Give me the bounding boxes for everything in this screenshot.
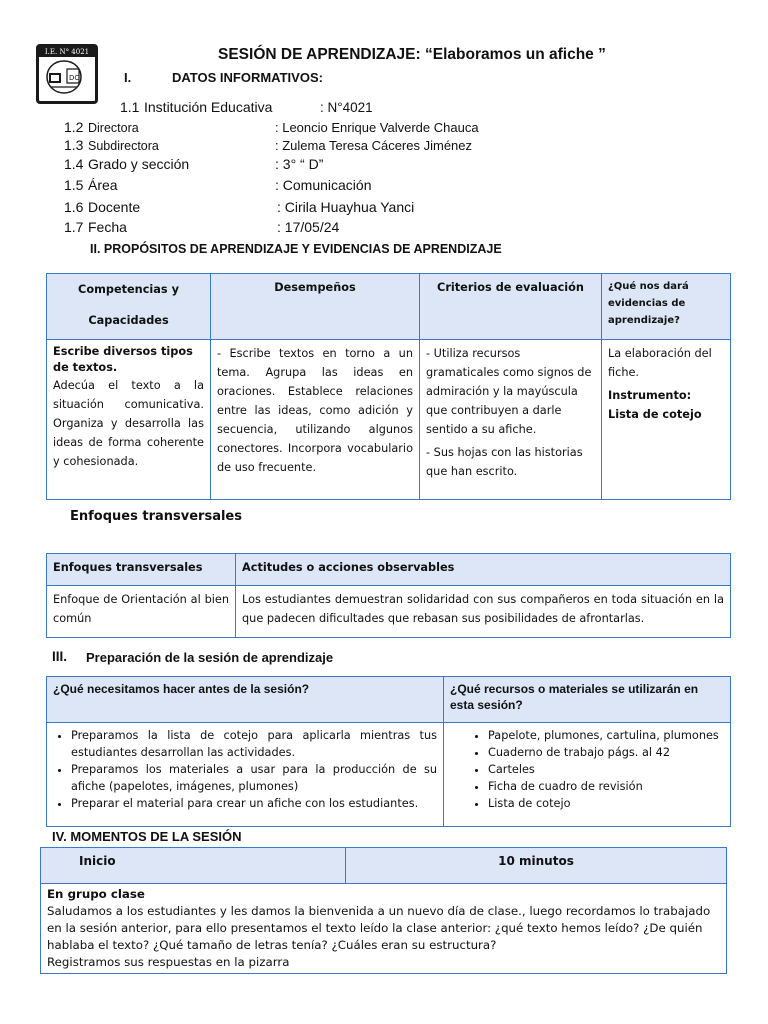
list-item: • Papelote, plumones, cartulina, plumones: [488, 727, 724, 744]
info-num: 1.7: [64, 219, 84, 235]
list-item: • Cuaderno de trabajo págs. al 42: [488, 744, 724, 761]
info-label: Subdirectora: [88, 139, 159, 153]
header-text: Competencias y: [78, 283, 179, 296]
section-2-heading: II. PROPÓSITOS DE APRENDIZAJE Y EVIDENCIAS DE APRENDIZAJE: [90, 242, 502, 256]
col-header-criterios: Criterios de evaluación: [420, 274, 602, 340]
info-value: : Comunicación: [275, 177, 372, 193]
info-label: Área: [88, 177, 118, 193]
col-header-evidencias: ¿Qué nos dará evidencias de aprendizaje?: [602, 274, 731, 340]
col-header-desempenos: Desempeños: [211, 274, 420, 340]
enfoque-cell: Enfoque de Orientación al bien común: [47, 586, 236, 638]
instrumento-label: Instrumento:: [608, 389, 692, 402]
competencia-title: Escribe diversos tipos de textos.: [53, 345, 193, 374]
info-num: 1.5: [64, 177, 84, 193]
section-1-heading: DATOS INFORMATIVOS:: [172, 70, 323, 85]
enfoques-heading: Enfoques transversales: [70, 509, 242, 524]
info-value: : 3° “ D”: [275, 156, 324, 172]
moment-registro: Registramos sus respuestas en la pizarra: [47, 955, 290, 969]
info-label: Docente: [88, 199, 141, 215]
info-label: Fecha: [88, 219, 127, 235]
purposes-table: [46, 273, 731, 500]
info-value: : N°4021: [320, 100, 373, 115]
col-header-actitudes: Actitudes o acciones observables: [236, 554, 731, 586]
evidencia-text: La elaboración del fiche.: [608, 347, 712, 379]
criterios-cell: [420, 340, 602, 500]
moment-inicio: Inicio: [41, 848, 346, 884]
actitud-cell: Los estudiantes demuestran solidaridad con sus compañeros en toda situación en la que padecen dificultades que rebasan sus posibilidades de afrontarlas.: [236, 586, 731, 638]
recursos-cell: [444, 723, 731, 827]
info-num: 1.6: [64, 199, 84, 215]
instrumento-value: Lista de cotejo: [608, 408, 702, 421]
competencia-body: Adecúa el texto a la situación comunicativa. Organiza y desarrolla las ideas de forma coherente y cohesionada.: [53, 379, 204, 468]
info-num: 1.3: [64, 137, 84, 153]
moment-time: 10 minutos: [346, 848, 727, 884]
info-label: Grado y sección: [88, 156, 190, 172]
evidencia-cell: [602, 340, 731, 500]
list-item: • Ficha de cuadro de revisión: [488, 778, 724, 795]
info-label: Institución Educativa: [144, 99, 273, 115]
info-label: Directora: [88, 121, 139, 135]
desempeno-cell: - Escribe textos en torno a un tema. Agrupa las ideas en oraciones. Establece relaciones entre las ideas, como adición y secuencia, utilizando algunos conectores. Incorpora vocabulario de uso frecuente.: [211, 340, 420, 500]
section-3-number: III.: [52, 649, 68, 664]
moment-text: Saludamos a los estudiantes y les damos la bienvenida a un nuevo día de clase., luego recordamos lo trabajado en la sesión anterior, para ello presentamos el texto leído la clase anterior: ¿qué texto hemos leído? ¿De quién hablaba el texto? ¿Qué tamaño de letras tenía? ¿Cuáles eran su estructura?: [47, 904, 711, 952]
preparation-table: [46, 676, 731, 827]
info-num: 1.2: [64, 119, 84, 135]
page-title: SESIÓN DE APRENDIZAJE: “Elaboramos un afiche ”: [218, 46, 606, 63]
info-num: 1.4: [64, 156, 84, 172]
list-item: • Carteles: [488, 761, 724, 778]
col-header-recursos: ¿Qué recursos o materiales se utilizarán en esta sesión?: [444, 677, 731, 723]
moments-table: [40, 847, 727, 974]
col-header-antes: ¿Qué necesitamos hacer antes de la sesión?: [47, 677, 444, 723]
info-list: [0, 0, 768, 240]
col-header-enfoques: Enfoques transversales: [47, 554, 236, 586]
antes-list: [53, 727, 437, 812]
enfoques-table: [46, 553, 731, 638]
recursos-list: [470, 727, 724, 812]
info-num: 1.1: [120, 99, 140, 115]
list-item: • Preparar el material para crear un afiche con los estudiantes.: [71, 795, 437, 812]
moment-content: [41, 884, 727, 974]
criterio-2: - Sus hojas con las historias que han escrito.: [426, 446, 583, 478]
info-value: : Cirila Huayhua Yanci: [277, 199, 415, 215]
antes-cell: [47, 723, 444, 827]
svg-text:DC: DC: [69, 74, 80, 82]
section-1-number: I.: [124, 70, 132, 85]
info-value: : Zulema Teresa Cáceres Jiménez: [275, 138, 473, 153]
grupo-label: En grupo clase: [47, 887, 145, 901]
section-3-heading: Preparación de la sesión de aprendizaje: [86, 650, 334, 665]
competencia-cell: [47, 340, 211, 500]
info-value: : 17/05/24: [277, 219, 340, 235]
list-item: • Preparamos los materiales a usar para la producción de su afiche (papelotes, imágenes, plumones): [71, 761, 437, 795]
info-value: : Leoncio Enrique Valverde Chauca: [275, 120, 479, 135]
list-item: • Preparamos la lista de cotejo para aplicarla mientras tus estudiantes desarrollan las actividades.: [71, 727, 437, 761]
criterio-1: - Utiliza recursos gramaticales como signos de admiración y la mayúscula que contribuyen a darle sentido a su afiche.: [426, 347, 592, 436]
section-4-heading: IV. MOMENTOS DE LA SESIÓN: [52, 829, 242, 844]
header-text: Capacidades: [88, 314, 169, 327]
list-item: • Lista de cotejo: [488, 795, 724, 812]
col-header-competencias: [47, 274, 211, 340]
logo-text: I.E. N° 4021: [39, 47, 95, 57]
